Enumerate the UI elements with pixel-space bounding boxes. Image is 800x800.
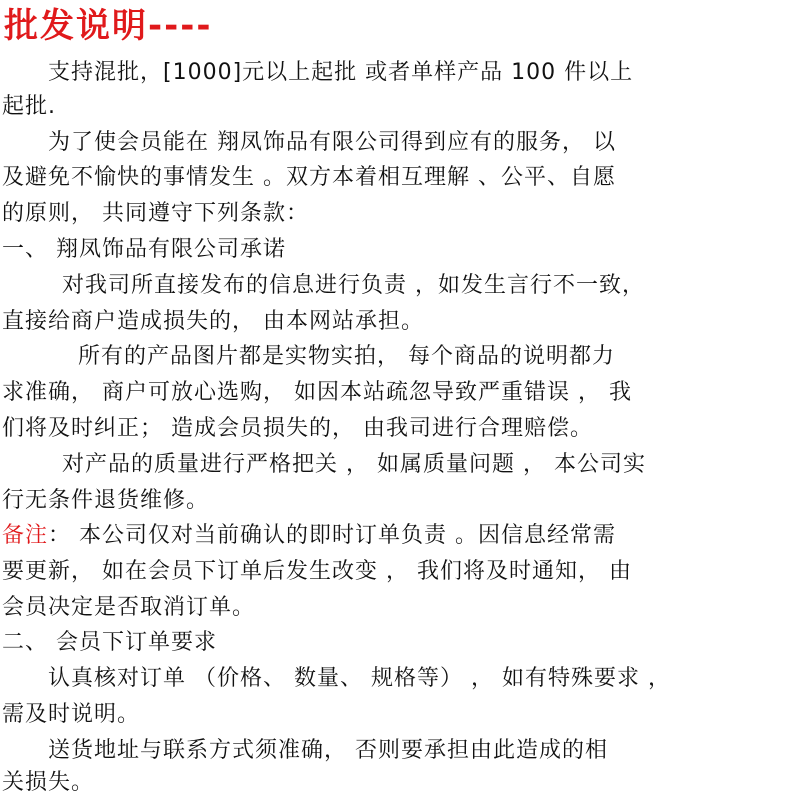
text-line-9: 所有的产品图片都是实物实拍， 每个商品的说明都力 [78, 344, 615, 369]
text-line-12: 对产品的质量进行严格把关 ， 如属质量问题 ， 本公司实 [62, 452, 646, 477]
text-line-13: 行无条件退货维修。 [2, 488, 210, 513]
text-line-16: 会员决定是否取消订单。 [2, 595, 256, 620]
text-line-1: 支持混批，[1000]元以上起批 或者单样产品 100 件以上 [48, 60, 634, 85]
text-line-20: 送货地址与联系方式须准确， 否则要承担由此造成的相 [48, 738, 608, 763]
section-heading-1: 一、 翔凤饰品有限公司承诺 [2, 237, 286, 262]
text-line-8: 直接给商户造成损失的， 由本网站承担。 [2, 309, 424, 334]
text-line-10: 求准确， 商户可放心选购， 如因本站疏忽导致严重错误 ， 我 [2, 380, 632, 405]
page-title: 批发说明---- [4, 6, 213, 46]
text-line-11: 们将及时纠正； 造成会员损失的， 由我司进行合理赔偿。 [2, 416, 593, 441]
text-line-18: 认真核对订单 （价格、 数量、 规格等） ， 如有特殊要求 ， [48, 666, 671, 691]
text-line-2: 起批. [2, 94, 56, 119]
section-heading-2: 二、 会员下订单要求 [2, 630, 217, 655]
text-line-7: 对我司所直接发布的信息进行负责 ，如发生言行不一致， [62, 273, 645, 298]
text-line-21: 关损失。 [2, 770, 95, 795]
text-line-4: 及避免不愉快的事情发生 。双方本着相互理解 、公平、自愿 [2, 165, 616, 190]
remark-label: 备注 [2, 523, 49, 548]
text-line-5: 的原则， 共同遵守下列条款： [2, 201, 309, 226]
remark-text: ： 本公司仅对当前确认的即时订单负责 。因信息经常需 [48, 523, 617, 548]
remark-line [2, 521, 616, 551]
text-line-15: 要更新， 如在会员下订单后发生改变 ， 我们将及时通知， 由 [2, 559, 632, 584]
text-line-3: 为了使会员能在 翔凤饰品有限公司得到应有的服务， 以 [48, 130, 616, 155]
text-line-19: 需及时说明。 [2, 702, 141, 727]
